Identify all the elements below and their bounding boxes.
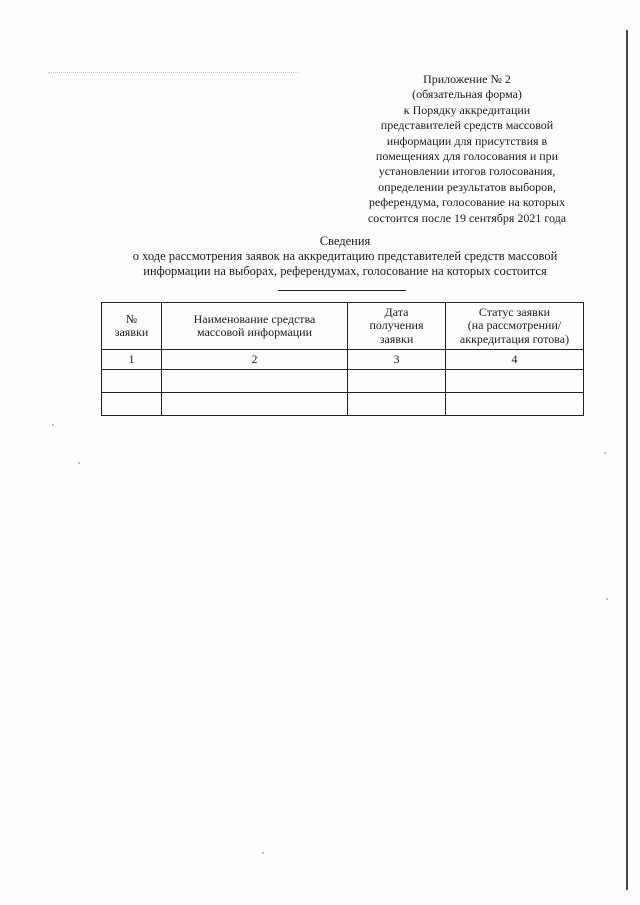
appendix-line: референдума, голосование на которых xyxy=(368,195,566,210)
appendix-header xyxy=(352,72,582,226)
header-text: массовой информации xyxy=(196,325,313,339)
appendix-line: к Порядку аккредитации xyxy=(403,102,531,117)
scan-speck xyxy=(262,852,264,854)
scan-speck xyxy=(52,424,54,426)
table-row xyxy=(102,370,584,393)
column-number-cell: 3 xyxy=(348,350,446,370)
table-cell xyxy=(102,370,162,393)
table-cell xyxy=(348,370,446,393)
header-text: получения xyxy=(369,318,424,333)
table-cell xyxy=(348,393,446,416)
appendix-line: установлении итогов голосования, xyxy=(378,164,556,179)
appendix-line: информации для присутствия в xyxy=(386,133,548,148)
applications-table xyxy=(101,302,584,416)
header-cell-status xyxy=(446,303,584,350)
table-header-row xyxy=(102,303,584,350)
header-text: Дата xyxy=(384,304,409,319)
header-text: заявки xyxy=(114,325,149,339)
appendix-line: состоится после 19 сентября 2021 года xyxy=(367,210,567,225)
scan-speck xyxy=(604,452,606,454)
appendix-line: представителей средств массовой xyxy=(380,118,554,133)
header-text: заявки xyxy=(379,331,414,346)
table-cell xyxy=(446,370,584,393)
header-text: Наименование средства xyxy=(193,311,316,326)
heading-line: информации на выборах, референдумах, голосование на которых состоится xyxy=(143,264,547,278)
table-cell xyxy=(162,370,348,393)
document-heading xyxy=(100,234,590,279)
blank-fill-line xyxy=(278,290,406,291)
appendix-line: Приложение № 2 xyxy=(423,72,511,86)
header-text: аккредитация готова) xyxy=(459,331,570,346)
scan-speck xyxy=(606,598,608,600)
column-number-cell: 1 xyxy=(102,350,162,370)
appendix-line: определении результатов выборов, xyxy=(378,179,556,194)
table-cell xyxy=(162,393,348,416)
column-number-row xyxy=(102,350,584,370)
heading-line: о ходе рассмотрения заявок на аккредитацию представителей средств массовой xyxy=(132,249,558,263)
table-cell xyxy=(446,393,584,416)
column-number-cell: 2 xyxy=(162,350,348,370)
appendix-line: (обязательная форма) xyxy=(412,87,522,102)
header-text: Статус заявки xyxy=(478,304,551,319)
header-cell-number xyxy=(102,303,162,350)
table-cell xyxy=(102,393,162,416)
header-text: (на рассмотрении/ xyxy=(467,318,562,333)
scan-artifact-line xyxy=(48,72,298,74)
header-text: № xyxy=(125,311,138,326)
scan-speck xyxy=(78,462,80,464)
column-number-cell: 4 xyxy=(446,350,584,370)
appendix-line: помещениях для голосования и при xyxy=(375,149,559,164)
table-row xyxy=(102,393,584,416)
heading-title: Сведения xyxy=(319,234,371,248)
header-cell-date xyxy=(348,303,446,350)
page-edge-shadow xyxy=(626,30,628,890)
header-cell-media-name xyxy=(162,303,348,350)
